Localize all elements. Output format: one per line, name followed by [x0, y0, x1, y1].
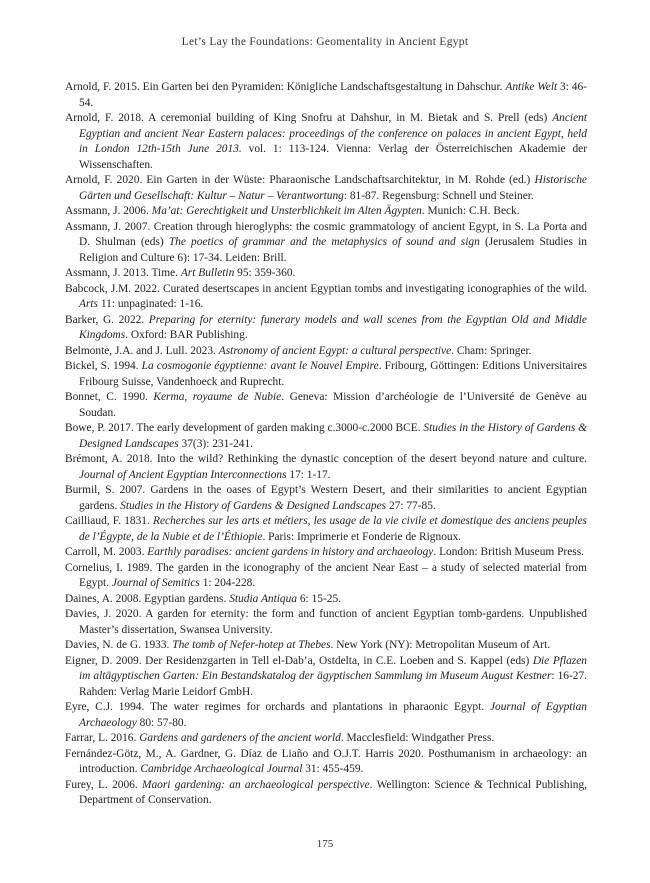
reference-italic-run: Journal of Semitics: [111, 577, 200, 589]
reference-italic-run: Antike Welt: [505, 81, 558, 93]
reference-text-run: . New York (NY): Metropolitan Museum of Art.: [330, 639, 551, 651]
reference-entry: [65, 731, 587, 747]
reference-entry: [65, 592, 587, 608]
reference-italic-run: Cambridge Archaeological Journal: [140, 763, 303, 775]
reference-italic-run: La cosmogonie égyptienne: avant le Nouvel Empire: [141, 360, 379, 372]
reference-text-run: (Jerusalem Studies in Religion and Culture 6): 17-34. Leiden: Brill.: [79, 236, 587, 264]
reference-text-run: . Paris: Imprimerie et Fonderie de Rignoux.: [262, 530, 462, 543]
reference-text-run: Bickel, S. 1994.: [65, 360, 142, 372]
reference-text-run: 37(3): 231-241.: [178, 437, 254, 450]
reference-text-run: 17: 1-17.: [286, 468, 331, 481]
reference-entry: [65, 282, 587, 313]
reference-text-run: Carroll, M. 2003.: [65, 546, 148, 558]
reference-text-run: Assmann, J. 2007. Creation through hieroglyphs: the cosmic grammatology of ancient Egypt, in S. La Porta and D. Shulman (eds): [65, 220, 587, 248]
reference-italic-run: Historische Gärten und Gesellschaft: Kultur – Natur – Verantwortung: [79, 174, 587, 202]
reference-text-run: Babcock, J.M. 2022. Curated desertscapes in ancient Egyptian tombs and investigating iconographies of the wild.: [65, 282, 587, 295]
reference-text-run: : 81-87. Regensburg: Schnell und Steiner.: [343, 189, 534, 202]
reference-text-run: 1: 204-228.: [199, 577, 256, 589]
reference-text-run: Bowe, P. 2017. The early development of garden making c.3000-c.2000 BCE.: [65, 422, 424, 434]
reference-text-run: 27: 77-85.: [386, 499, 436, 512]
reference-entry: [65, 700, 587, 731]
reference-entry: [65, 344, 587, 360]
reference-entry: [65, 483, 587, 514]
reference-text-run: Farrar, L. 2016.: [65, 732, 140, 744]
reference-text-run: Davies, N. de G. 1933.: [65, 639, 173, 651]
reference-text-run: . Cham: Springer.: [451, 344, 532, 357]
reference-text-run: 11: unpaginated: 1-16.: [98, 298, 204, 310]
reference-entry: [65, 638, 587, 654]
reference-text-run: Arnold, F. 2015. Ein Garten bei den Pyramiden: Königliche Landschaftsgestaltung in Dahschur.: [65, 81, 506, 93]
reference-text-run: Assmann, J. 2013. Time.: [65, 267, 181, 279]
reference-italic-run: Journal of Egyptian Archaeology: [79, 701, 587, 729]
reference-entry: [65, 514, 587, 545]
reference-text-run: 80: 57-80.: [136, 716, 187, 729]
reference-italic-run: Arts: [79, 298, 98, 310]
reference-text-run: . Oxford: BAR Publishing.: [125, 329, 248, 341]
reference-text-run: . Macclesfield: Windgather Press.: [340, 732, 495, 744]
reference-italic-run: Die Pflazen im altägyptischen Garten: Ein Bestandskatalog der ägyptischen Sammlung im Museum August Kestner: [79, 654, 587, 682]
reference-entry: [65, 173, 587, 204]
reference-entry: [65, 561, 587, 592]
reference-text-run: Arnold, F. 2018. A ceremonial building of King Snofru at Dahshur, in M. Bietak and S. Prell (eds): [65, 112, 553, 124]
reference-entry: [65, 452, 587, 483]
reference-italic-run: Studia Antiqua: [229, 592, 298, 605]
reference-text-run: Belmonte, J.A. and J. Lull. 2023.: [65, 344, 219, 357]
reference-text-run: . Wellington: Science & Technical Publishing, Department of Conservation.: [79, 778, 587, 806]
reference-text-run: Brémont, A. 2018. Into the wild? Rethinking the dynastic conception of the desert beyond nature and culture.: [65, 453, 587, 465]
reference-italic-run: The poetics of grammar and the metaphysics of sound and sign: [168, 236, 480, 248]
reference-italic-run: Journal of Ancient Egyptian Interconnections: [79, 468, 287, 481]
reference-text-run: Eyre, C.J. 1994. The water regimes for orchards and plantations in pharaonic Egypt.: [65, 701, 490, 713]
reference-text-run: . London: British Museum Press.: [433, 546, 584, 558]
reference-entry: [65, 359, 587, 390]
reference-text-run: : 16-27. Rahden: Verlag Marie Leidorf GmbH.: [79, 670, 587, 698]
reference-text-run: Eigner, D. 2009. Der Residenzgarten in Tell el-Dab’a, Ostdelta, in C.E. Loeben and S. Kappel (eds): [65, 654, 533, 667]
reference-text-run: Fernández-Götz, M., A. Gardner, G. Díaz de Liaño and O.J.T. Harris 2020. Posthumanism in archaeology: an introduction.: [65, 747, 587, 775]
reference-text-run: . Munich: C.H. Beck.: [421, 205, 520, 217]
reference-text-run: 6: 15-25.: [297, 592, 341, 605]
reference-text-run: Cailliaud, F. 1831.: [65, 515, 154, 527]
reference-text-run: vol. 1: 113-124. Vienna: Verlag der Österreichischen Akademie der Wissenschaften.: [79, 143, 587, 171]
reference-text-run: Burmil, S. 2007. Gardens in the oases of Egypt’s Western Desert, and their similarities to ancient Egyptian gardens.: [65, 484, 587, 512]
reference-italic-run: Preparing for eternity: funerary models and wall scenes from the Egyptian Old and Middle Kingdoms: [79, 313, 587, 341]
reference-text-run: Assmann, J. 2006.: [65, 205, 152, 217]
reference-italic-run: Art Bulletin: [180, 267, 235, 279]
reference-text-run: 31: 455-459.: [302, 763, 364, 775]
reference-entry: [65, 204, 587, 220]
reference-entry: [65, 313, 587, 344]
reference-text-run: 95: 359-360.: [234, 267, 296, 279]
reference-entry: [65, 607, 587, 638]
running-head: Let’s Lay the Foundations: Geomentality in Ancient Egypt: [181, 36, 469, 48]
reference-italic-run: Studies in the History of Gardens & Designed Landscapes: [79, 422, 588, 450]
reference-list: [65, 80, 587, 809]
reference-text-run: Barker, G. 2022.: [65, 313, 149, 326]
reference-entry: [65, 778, 587, 809]
reference-italic-run: Astronomy of ancient Egypt: a cultural perspective: [218, 344, 452, 357]
reference-text-run: Cornelius, I. 1989. The garden in the iconography of the ancient Near East – a study of selected material from Egypt.: [65, 561, 587, 589]
reference-entry: [65, 747, 587, 778]
reference-entry: [65, 390, 587, 421]
reference-text-run: 3: 46-54.: [79, 81, 587, 109]
reference-text-run: Bonnet, C. 1990.: [65, 391, 154, 403]
reference-entry: [65, 654, 587, 701]
reference-text-run: . Geneva: Mission d’archéologie de l’Université de Genève au Soudan.: [79, 391, 587, 419]
reference-italic-run: Earthly paradises: ancient gardens in history and archaeology: [147, 546, 434, 558]
reference-italic-run: The tomb of Nefer-hotep at Thebes: [172, 639, 331, 651]
reference-italic-run: Kerma, royaume de Nubie: [153, 391, 282, 403]
reference-italic-run: Maori gardening: an archaeological perspective: [142, 778, 370, 791]
reference-text-run: Daines, A. 2008. Egyptian gardens.: [65, 592, 230, 605]
reference-italic-run: Gardens and gardeners of the ancient world: [139, 732, 341, 744]
reference-entry: [65, 545, 587, 561]
reference-text-run: . Fribourg, Göttingen: Editions Universitaires Fribourg Suisse, Vandenhoeck and Ruprecht.: [79, 360, 587, 388]
reference-text-run: Furey, L. 2006.: [65, 778, 142, 791]
reference-entry: [65, 220, 587, 267]
reference-italic-run: Studies in the History of Gardens & Designed Landscapes: [120, 499, 387, 512]
reference-italic-run: Ma’at: Gerechtigkeit und Unsterblichkeit im Alten Ägypten: [151, 205, 422, 217]
reference-entry: [65, 80, 587, 111]
reference-entry: [65, 266, 587, 282]
reference-entry: [65, 421, 587, 452]
reference-italic-run: Recherches sur les arts et métiers, les usage de la vie civile et domestique des anciens peuples de l’Égypte, de la Nubie et de l’Éthiopie: [79, 515, 587, 543]
page-number: 175: [316, 838, 334, 850]
reference-italic-run: Ancient Egyptian and ancient Near Eastern palaces: proceedings of the conference on palaces in ancient Egypt, held in London 12th-15th June 2013.: [79, 112, 587, 155]
reference-entry: [65, 111, 587, 173]
reference-text-run: Davies, J. 2020. A garden for eternity: the form and function of ancient Egyptian tomb-gardens. Unpublished Master’s dissertation, Swansea University.: [65, 608, 587, 636]
reference-text-run: Arnold, F. 2020. Ein Garten in der Wüste: Pharaonische Landschaftsarchitektur, in M. Rohde (ed.): [65, 174, 535, 186]
